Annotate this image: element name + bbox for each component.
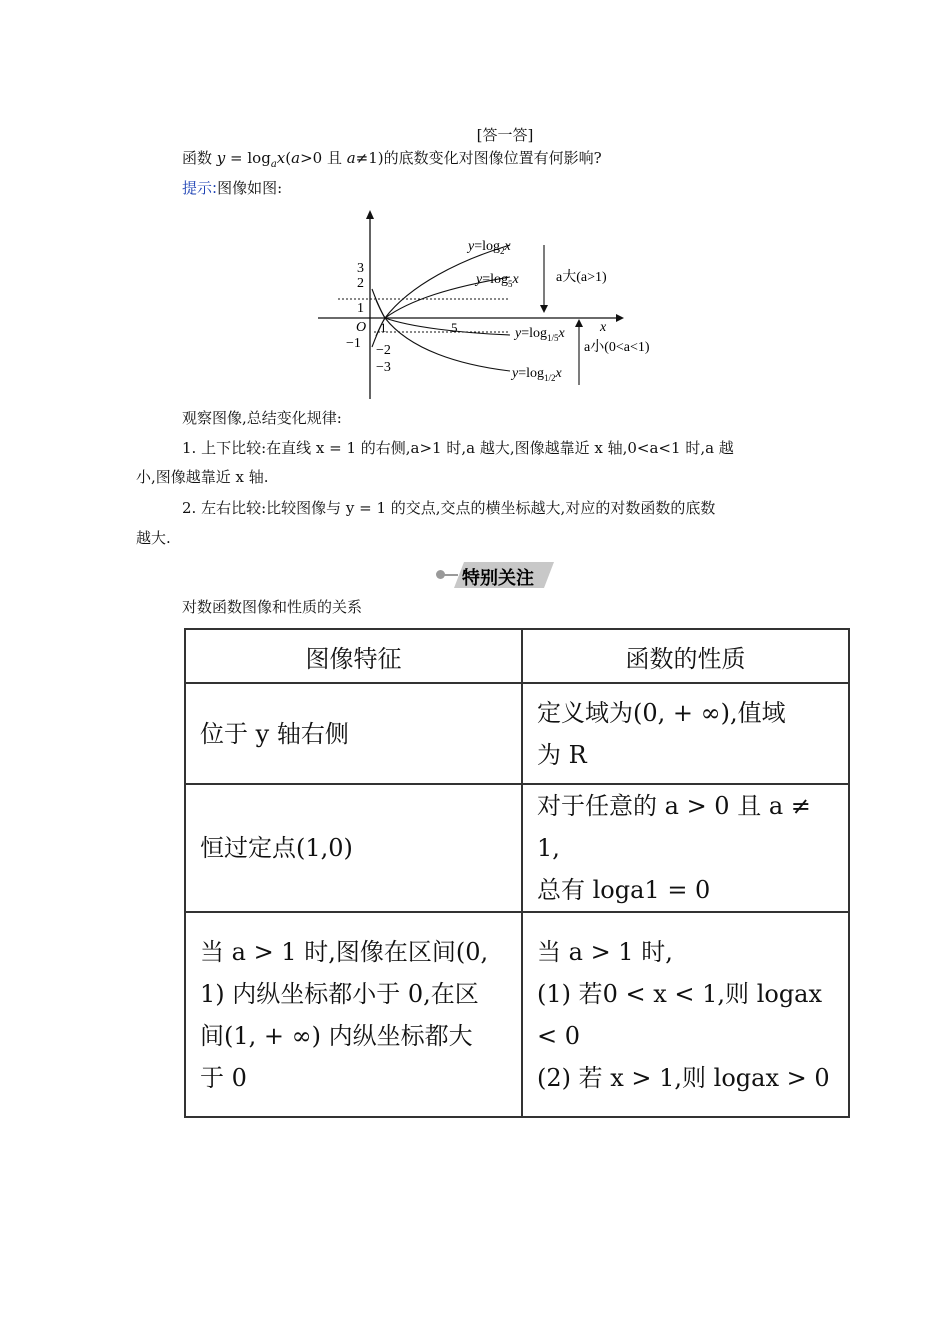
table-caption: 对数函数图像和性质的关系 bbox=[182, 598, 363, 616]
header-graph-features: 图像特征 bbox=[185, 629, 522, 683]
question-cond2: ≠1)的底数变化对图像位置有何影响? bbox=[355, 149, 602, 167]
tick-y-3: 3 bbox=[357, 261, 364, 276]
badge-text: 特别关注 bbox=[462, 568, 534, 589]
question-eq: = log bbox=[225, 149, 271, 167]
arrow-up-head bbox=[575, 319, 583, 327]
x-axis-arrow bbox=[616, 314, 624, 322]
arrow-down-head bbox=[540, 305, 548, 313]
arrow-down-label: a小(0<a<1) bbox=[584, 340, 650, 355]
tick-x-1: 1 bbox=[380, 320, 387, 335]
question-a2: a bbox=[346, 149, 356, 167]
row1-left bbox=[185, 683, 522, 784]
y-axis-arrow bbox=[366, 210, 374, 219]
x-axis-label: x bbox=[600, 320, 607, 335]
question-prefix: 函数 bbox=[182, 149, 217, 167]
tick-y-minus-3: −3 bbox=[376, 360, 391, 375]
row1-right-line2: 为 R bbox=[537, 740, 587, 769]
rule1-line1: 1. 上下比较:在直线 x = 1 的右侧,a>1 时,a 越大,图像越靠近 x 轴,0<a<1 时,a 越 bbox=[182, 439, 734, 457]
question-cond1: >0 且 bbox=[300, 149, 347, 167]
table-row bbox=[185, 912, 849, 1117]
tick-x-5: 5 bbox=[451, 320, 458, 335]
row3-left-line3: 间(1, + ∞) 内纵坐标都大 bbox=[200, 1021, 473, 1050]
label-log-fifth: $y=\log_{1/5}x$ bbox=[515, 326, 565, 343]
row2-right bbox=[522, 784, 849, 912]
row2-left bbox=[185, 784, 522, 912]
row2-right-line1: 对于任意的 a > 0 且 a ≠ 1, bbox=[537, 792, 811, 862]
question-paren: ( bbox=[285, 149, 292, 167]
curve-log-fifth bbox=[376, 318, 510, 336]
label-log5: $y=\log_5x$ bbox=[476, 272, 519, 289]
tick-y-1: 1 bbox=[357, 301, 364, 316]
question-a1: a bbox=[291, 149, 301, 167]
table-row bbox=[185, 784, 849, 912]
rule1-line2: 小,图像越靠近 x 轴. bbox=[136, 468, 269, 486]
table-row bbox=[185, 683, 849, 784]
tick-y-2: 2 bbox=[357, 276, 364, 291]
hint-label: 提示: bbox=[182, 179, 218, 197]
row3-right-line2: (1) 若0 < x < 1,则 logax < 0 bbox=[537, 979, 823, 1050]
question-x: x bbox=[276, 149, 286, 167]
row3-right-line3: (2) 若 x > 1,则 logax > 0 bbox=[537, 1063, 830, 1092]
label-log2: $y=\log_2x$ bbox=[468, 239, 511, 256]
label-log-half: $y=\log_{1/2}x$ bbox=[512, 366, 562, 383]
qa-title: [答一答] bbox=[476, 126, 534, 144]
question-line bbox=[182, 148, 602, 175]
row1-left-line: 位于 y 轴右侧 bbox=[200, 719, 349, 748]
row3-right bbox=[522, 912, 849, 1117]
arrow-up-label: a大(a>1) bbox=[556, 270, 607, 285]
special-attention-badge bbox=[436, 560, 566, 590]
origin-label: O bbox=[356, 320, 367, 335]
properties-table bbox=[184, 628, 850, 1118]
observe-text: 观察图像,总结变化规律: bbox=[182, 409, 342, 427]
row3-left-line2: 1) 内纵坐标都小于 0,在区 bbox=[200, 979, 479, 1008]
table-header-row bbox=[185, 629, 849, 683]
hint-line bbox=[182, 178, 282, 198]
row3-left bbox=[185, 912, 522, 1117]
tick-y-minus-2: −2 bbox=[376, 343, 391, 358]
row3-right-line1: 当 a > 1 时, bbox=[537, 937, 673, 966]
row1-right-line1: 定义域为(0, + ∞),值域 bbox=[537, 698, 786, 727]
tick-y-minus-1: −1 bbox=[346, 336, 361, 351]
question-base: a bbox=[270, 159, 277, 170]
header-function-properties: 函数的性质 bbox=[522, 629, 849, 683]
row3-left-line4: 于 0 bbox=[200, 1063, 247, 1092]
curve-log-half bbox=[372, 318, 510, 371]
row3-left-line1: 当 a > 1 时,图像在区间(0, bbox=[200, 937, 489, 966]
log-graph bbox=[300, 205, 700, 405]
row2-right-line2: 总有 loga1 = 0 bbox=[537, 876, 711, 904]
question-y: y bbox=[216, 149, 226, 167]
rule2-line1: 2. 左右比较:比较图像与 y = 1 的交点,交点的横坐标越大,对应的对数函数的底数 bbox=[182, 499, 716, 517]
rule2-line2: 越大. bbox=[136, 529, 171, 547]
row1-right bbox=[522, 683, 849, 784]
hint-text: 图像如图: bbox=[217, 179, 283, 197]
row2-left-line: 恒过定点(1,0) bbox=[200, 834, 353, 862]
badge-line bbox=[444, 574, 458, 576]
